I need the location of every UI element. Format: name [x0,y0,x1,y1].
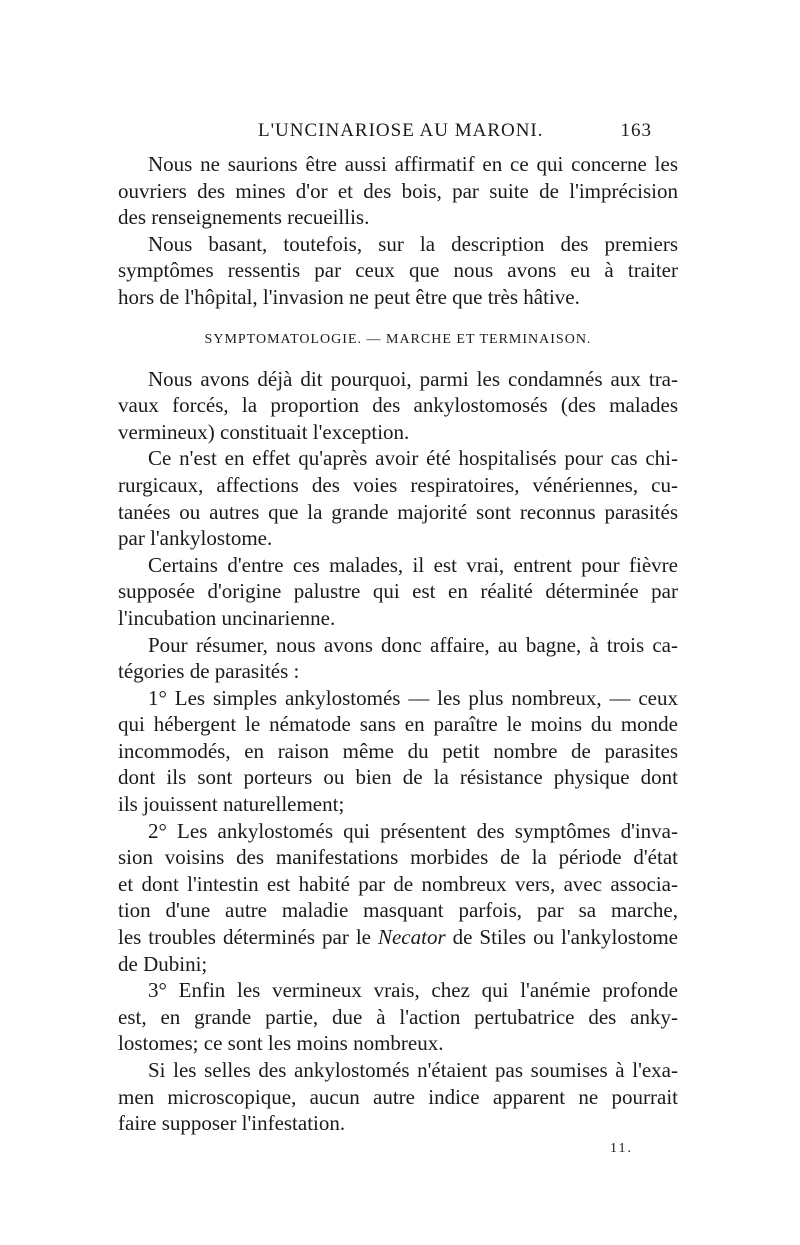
text-line: est, en grande partie, due à l'action pertubatrice des anky- [118,1004,678,1029]
text-line: sion voisins des manifestations morbides de la période d'état [118,845,678,870]
text-line: tion d'une autre maladie masquant parfois, par sa marche, [118,898,678,923]
text-line: 2° Les ankylostomés qui présentent des symptômes d'inva- [148,818,678,843]
page-number: 163 [620,120,652,141]
list-item [118,685,678,818]
section-heading: SYMPTOMATOLOGIE. — MARCHE ET TERMINAISON. [204,331,592,347]
text-line: Ce n'est en effet qu'après avoir été hospitalisés pour cas chi- [148,446,678,471]
text-line: vaux forcés, la proportion des ankylostomosés (des malades [118,393,678,418]
paragraph [118,366,678,446]
text-segment: les troubles déterminés par le [118,925,378,950]
text-segment: de Stiles ou l'ankylostome [445,925,678,950]
paragraph [118,231,678,311]
paragraph [118,151,678,231]
text-line: des renseignements recueillis. [118,205,370,230]
paragraph [118,632,678,685]
paragraph [118,445,678,551]
text-line: ils jouissent naturellement; [118,792,345,817]
text-line: ouvriers des mines d'or et des bois, par suite de l'imprécision [118,178,678,203]
text-line: Certains d'entre ces malades, il est vrai, entrent pour fièvre [148,552,678,577]
text-line: dont ils sont porteurs ou bien de la résistance physique dont [118,765,678,790]
list-item [118,818,678,978]
signature-mark: 11. [610,1141,633,1156]
paragraph [118,1057,678,1137]
running-head [118,120,652,146]
text-line: lostomes; ce sont les moins nombreux. [118,1031,444,1056]
text-line: Nous basant, toutefois, sur la description des premiers [148,231,678,256]
text-line: qui hébergent le nématode sans en paraître le moins du monde [118,712,678,737]
text-line: 1° Les simples ankylostomés — les plus nombreux, — ceux [148,685,678,710]
text-line: rurgicaux, affections des voies respiratoires, vénériennes, cu- [118,472,678,497]
list-item [118,977,678,1057]
text-line: faire supposer l'infestation. [118,1111,346,1136]
text-line: tanées ou autres que la grande majorité sont reconnus parasités [118,499,678,524]
running-title: L'UNCINARIOSE AU MARONI. [258,120,544,141]
text-line: Si les selles des ankylostomés n'étaient pas soumises à l'exa- [148,1058,678,1082]
text-line: vermineux) constituait l'exception. [118,419,410,444]
text-line: tégories de parasités : [118,659,300,684]
text-line: supposée d'origine palustre qui est en réalité déterminée par [118,579,678,604]
text-line: 3° Enfin les vermineux vrais, chez qui l'anémie profonde [148,978,678,1003]
text-line: et dont l'intestin est habité par de nombreux vers, avec associa- [118,871,678,896]
text-line: hors de l'hôpital, l'invasion ne peut être que très hâtive. [118,284,580,309]
text-line: par l'ankylostome. [118,526,273,551]
text-line: symptômes ressentis par ceux que nous avons eu à traiter [118,258,678,283]
paragraph [118,552,678,632]
text-line: Nous ne saurions être aussi affirmatif en ce qui concerne les [148,152,678,176]
text-line-with-italic [118,924,678,951]
text-line: Nous avons déjà dit pourquoi, parmi les condamnés aux tra- [148,366,678,391]
text-line: de Dubini; [118,951,208,976]
text-line: l'incubation uncinarienne. [118,605,336,630]
italic-term: Necator [377,925,446,950]
text-line: men microscopique, aucun autre indice apparent ne pourrait [118,1084,678,1109]
text-line: Pour résumer, nous avons donc affaire, au bagne, à trois ca- [148,632,678,657]
body-text [118,151,678,1137]
text-line: incommodés, en raison même du petit nombre de parasites [118,738,678,763]
